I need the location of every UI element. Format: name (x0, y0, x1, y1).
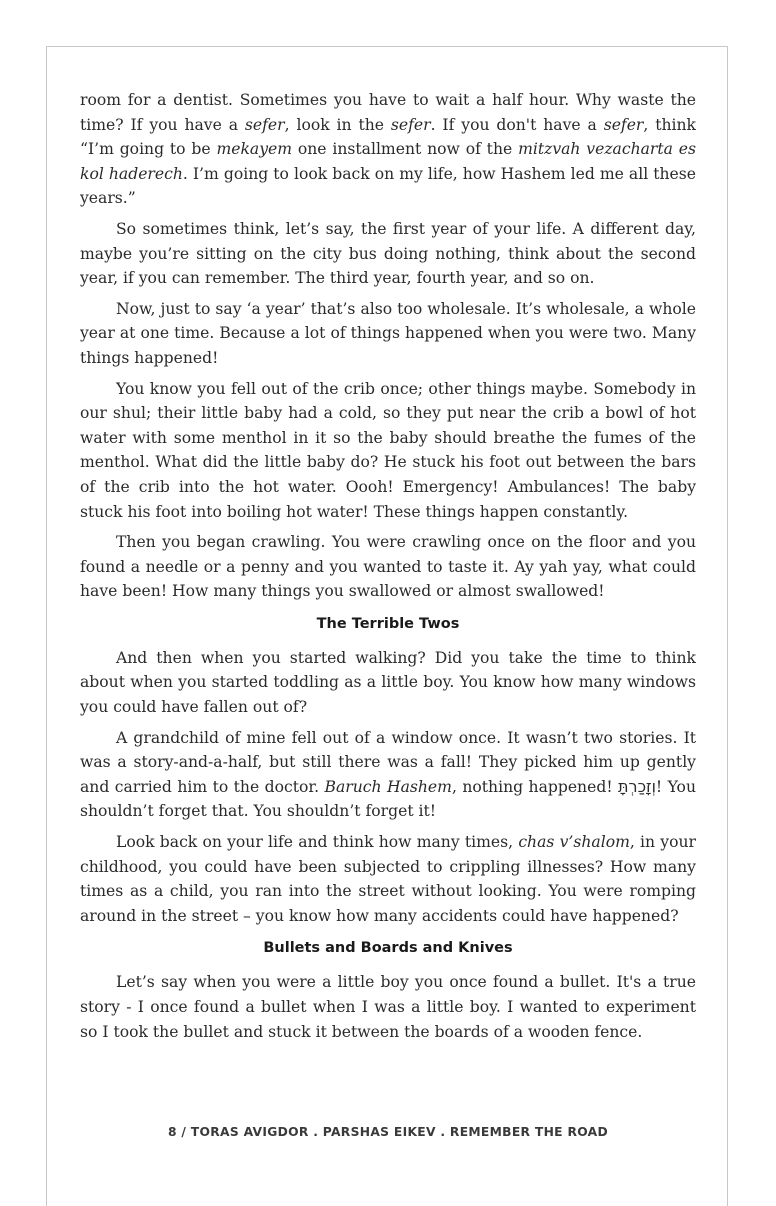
paragraph-6: And then when you started walking? Did you take the time to think about when you started toddling as a little boy. You know how many windows you could have fallen out of? (80, 648, 696, 717)
italic-term: mekayem (216, 140, 293, 159)
paragraph-4: You know you fell out of the crib once; other things maybe. Somebody in our shul; their little baby had a cold, so they put near the crib a bowl of hot water with some menthol in it so the baby should breathe the fumes of the menthol. What did the little baby do? He stuck his foot out between the bars of the crib into the hot water. Oooh! Emergency! Ambulances! The baby stuck his foot into boiling hot water! These things happen constantly. (80, 379, 696, 521)
paragraph-1 (80, 88, 696, 211)
text-run: . If you don't have a (430, 115, 604, 134)
italic-term: sefer (603, 115, 644, 134)
paragraph-7 (80, 726, 696, 824)
text-run: one installment now of the (292, 140, 519, 159)
paragraph-8 (80, 830, 696, 928)
italic-term: Baruch Hashem (324, 777, 452, 796)
page-footer: 8 / TORAS AVIGDOR . PARSHAS EIKEV . REMEMBER THE ROAD (168, 1125, 608, 1139)
paragraph-9: Let’s say when you were a little boy you once found a bullet. It's a true story - I once found a bullet when I was a little boy. I wanted to experiment so I took the bullet and stuck it between the boards of a wooden fence. (80, 973, 696, 1041)
text-run: , look in the (284, 115, 391, 134)
italic-term: sefer (390, 115, 431, 134)
text-run: , in your childhood, you could have been subjected to crippling illnesses? How many times as a child, you ran into the street without looking. You were romping around in the street – you know how many accidents could have happened? (80, 833, 696, 925)
italic-term: chas v’shalom (518, 833, 630, 852)
text-run: . I’m going to look back on my life, how Hashem led me all these years.” (80, 164, 697, 208)
text-run: ! You shouldn’t forget that. You shouldn’t forget it! (80, 777, 696, 821)
section-heading-bullets: Bullets and Boards and Knives (263, 940, 513, 957)
paragraph-3: Now, just to say ‘a year’ that’s also too wholesale. It’s wholesale, a whole year at one time. Because a lot of things happened when you were two. Many things happened! (80, 299, 696, 367)
body-text (80, 88, 696, 1050)
text-run: , think “I’m going to be (80, 115, 697, 159)
hebrew-word: וְזָכַרְתָּ (618, 776, 656, 796)
text-run: room for a dentist. Sometimes you have to wait a half hour. Why waste the time? If you have a (80, 91, 696, 134)
paragraph-5: Then you began crawling. You were crawling once on the floor and you found a needle or a penny and you wanted to taste it. Ay yah yay, what could have been! How many things you swallowed or almost swallowed! (80, 533, 696, 601)
paragraph-2: So sometimes think, let’s say, the first year of your life. A different day, maybe you’re sitting on the city bus doing nothing, think about the second year, if you can remember. The third year, fourth year, and so on. (80, 219, 696, 288)
text-run: , nothing happened! (451, 777, 619, 796)
text-run: A grandchild of mine fell out of a window once. It wasn’t two stories. It was a story-and-a-half, but still there was a fall! They picked him up gently and carried him to the doctor. (80, 728, 696, 796)
section-heading-terrible-twos: The Terrible Twos (316, 615, 460, 632)
italic-term: mitzvah vezacharta es kol haderech (80, 140, 696, 183)
text-run: Look back on your life and think how many times, (116, 833, 519, 852)
italic-term: sefer (244, 115, 285, 134)
